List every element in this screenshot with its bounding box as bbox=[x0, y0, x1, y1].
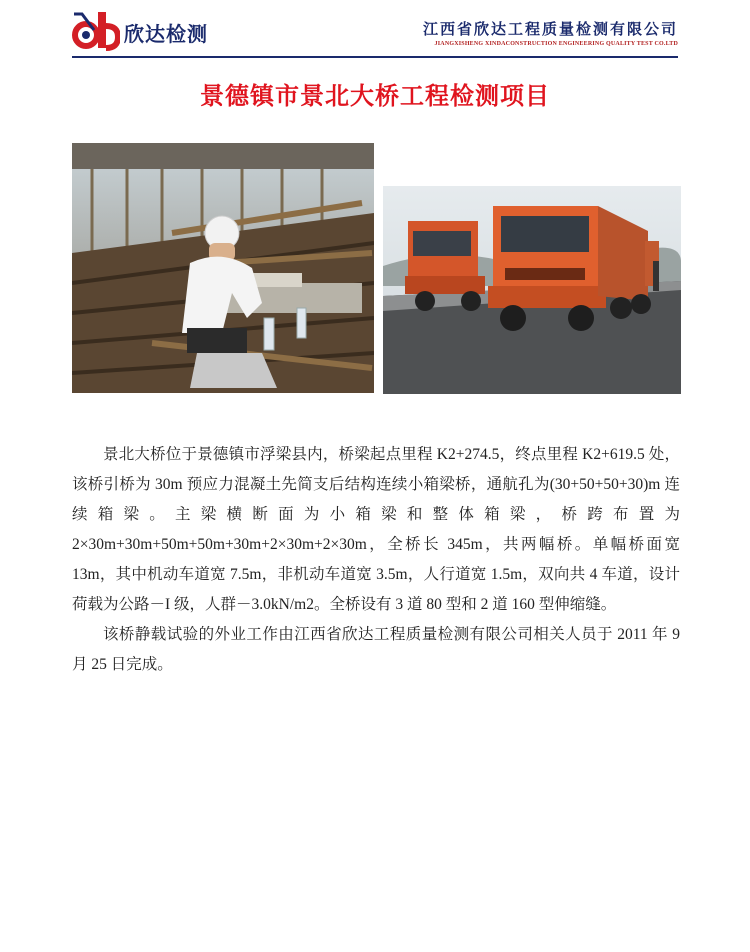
company-logo bbox=[72, 8, 222, 52]
bridge-inspection-photo bbox=[72, 143, 374, 393]
company-name-en: JIANGXISHENG XINDACONSTRUCTION ENGINEERING QUALITY TEST CO.LTD bbox=[434, 41, 678, 47]
paragraph-test-completion: 该桥静载试验的外业工作由江西省欣达工程质量检测有限公司相关人员于 2011 年 9 月 25 日完成。 bbox=[72, 626, 680, 673]
header-divider bbox=[72, 56, 678, 58]
paragraph-bridge-details: 景北大桥位于景德镇市浮梁县内，桥梁起点里程 K2+274.5，终点里程 K2+619.5 处，该桥引桥为 30m 预应力混凝土先简支后结构连续小箱梁桥，通航孔为(30+50+50+30)m 连续箱梁。主梁横断面为小箱梁和整体箱梁，桥跨布置为 2×30m+30m+50m+50m+30m+2×30m+2×30m，全桥长 345m，共两幅桥。单幅桥面宽 13m，其中机动车道宽 7.5m，非机动车道宽 3.5m，人行道宽 1.5m，双向共 4 车道，设计荷载为公路－I 级，人群－3.0kN/m2。全桥设有 3 道 80 型和 2 道 160 型伸缩缝。 bbox=[72, 446, 680, 613]
page-header bbox=[0, 0, 750, 60]
loaded-trucks-photo bbox=[383, 186, 681, 394]
logo-text: 欣达检测 bbox=[124, 22, 208, 46]
logo-mark-icon bbox=[72, 8, 120, 52]
project-description bbox=[72, 440, 680, 680]
company-name-block bbox=[423, 18, 678, 47]
page-title: 景德镇市景北大桥工程检测项目 bbox=[200, 82, 550, 110]
company-name-cn: 江西省欣达工程质量检测有限公司 bbox=[422, 20, 678, 38]
